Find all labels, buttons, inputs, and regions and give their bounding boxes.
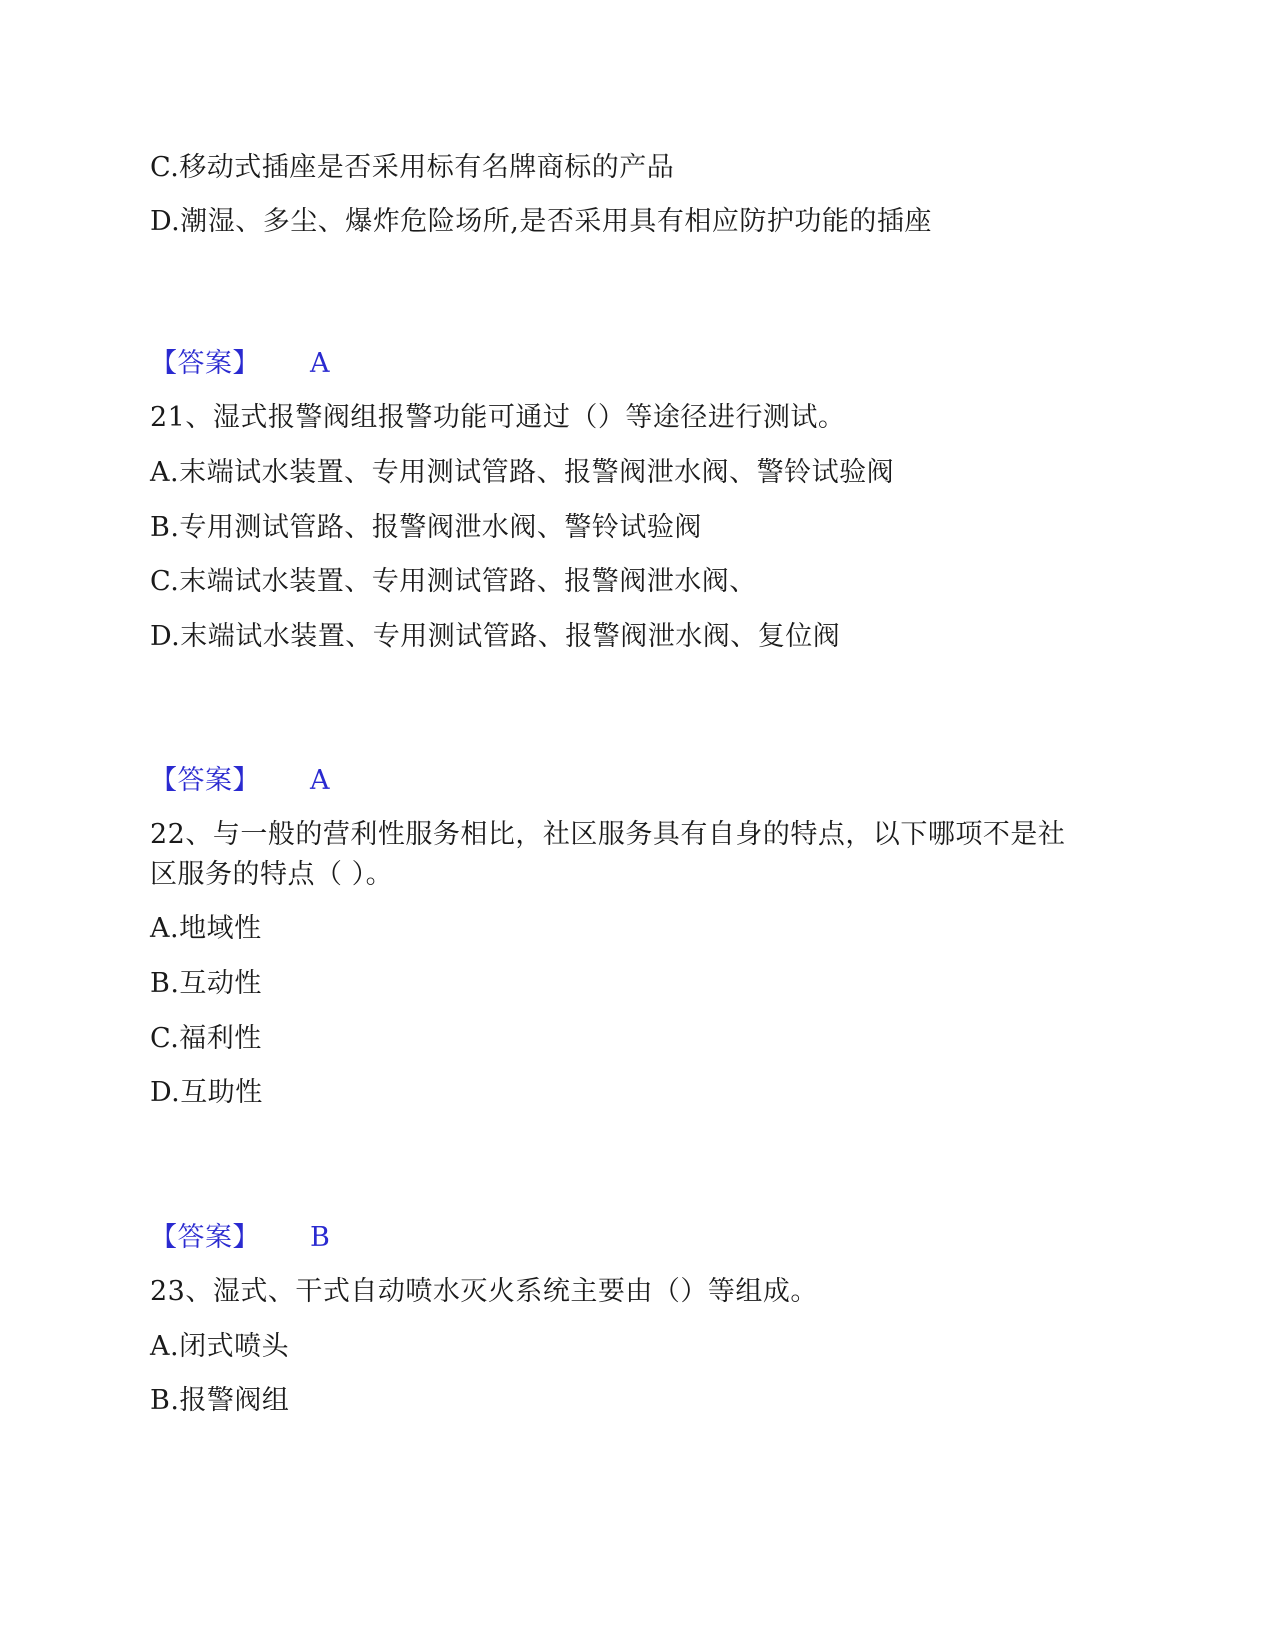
answer-label: 【答案】 — [150, 765, 260, 796]
answer-value: A — [310, 765, 330, 796]
question-21-stem: 21、湿式报警阀组报警功能可通过（）等途径进行测试。 — [150, 402, 846, 433]
answer-value: A — [310, 348, 330, 379]
question-22-option-d: D.互助性 — [150, 1077, 263, 1108]
question-22-stem-line1: 22、与一般的营利性服务相比，社区服务具有自身的特点，以下哪项不是社 — [150, 819, 1066, 850]
option-d: D.潮湿、多尘、爆炸危险场所,是否采用具有相应防护功能的插座 — [150, 206, 932, 237]
question-23-option-a: A.闭式喷头 — [150, 1331, 290, 1362]
question-21-answer — [150, 762, 330, 800]
option-c: C.移动式插座是否采用标有名牌商标的产品 — [150, 152, 675, 183]
question-22-stem-line2: 区服务的特点（ ）。 — [150, 859, 394, 890]
question-21-option-b: B.专用测试管路、报警阀泄水阀、警铃试验阀 — [150, 512, 702, 543]
question-22-option-c: C.福利性 — [150, 1023, 262, 1054]
answer-value: B — [310, 1222, 331, 1253]
question-21-option-a: A.末端试水装置、专用测试管路、报警阀泄水阀、警铃试验阀 — [150, 457, 895, 488]
answer-label: 【答案】 — [150, 348, 260, 379]
question-22-option-a: A.地域性 — [150, 913, 262, 944]
answer-label: 【答案】 — [150, 1222, 260, 1253]
question-21-option-c: C.末端试水装置、专用测试管路、报警阀泄水阀、 — [150, 566, 757, 597]
question-21-option-d: D.末端试水装置、专用测试管路、报警阀泄水阀、复位阀 — [150, 621, 841, 652]
question-22-answer — [150, 1219, 330, 1257]
answer-row — [150, 345, 330, 383]
question-23-stem: 23、湿式、干式自动喷水灭火系统主要由（）等组成。 — [150, 1276, 818, 1307]
question-22-option-b: B.互动性 — [150, 968, 262, 999]
question-23-option-b: B.报警阀组 — [150, 1385, 290, 1416]
